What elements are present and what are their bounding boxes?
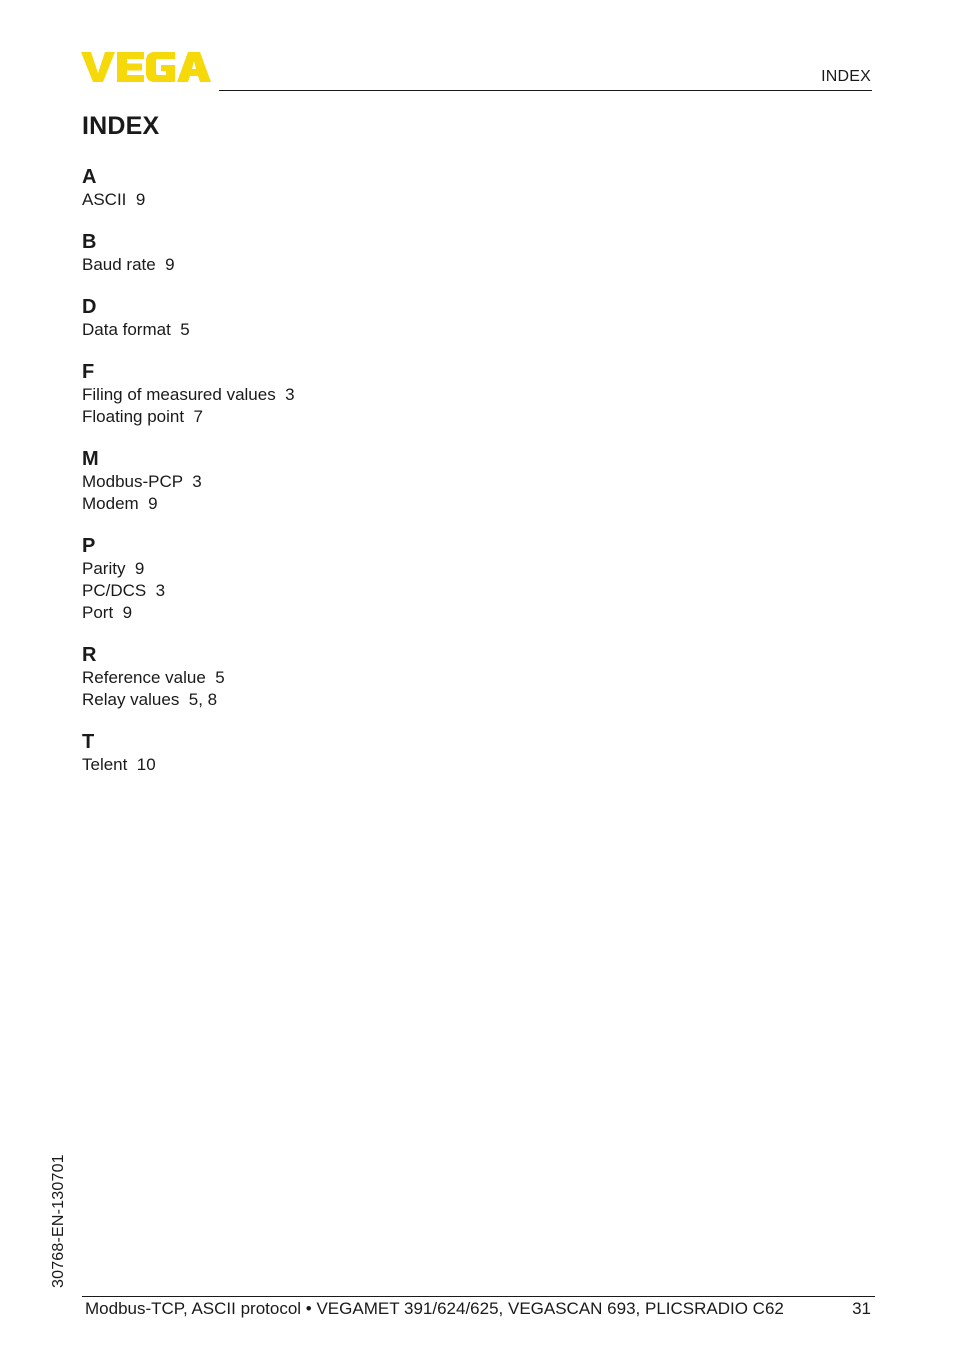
index-entry: PC/DCS 3 <box>82 581 166 600</box>
index-group-a <box>82 166 582 211</box>
footer-text: Modbus-TCP, ASCII protocol • VEGAMET 391/624/625, VEGASCAN 693, PLICSRADIO C62 <box>85 1299 784 1318</box>
index-group-b <box>82 231 582 276</box>
index-letter: A <box>82 166 97 188</box>
index-group-p <box>82 535 582 624</box>
index-entry: Data format 5 <box>82 320 190 339</box>
index-letter: D <box>82 296 97 318</box>
footer-rule <box>82 1296 875 1297</box>
index-group-f <box>82 361 582 428</box>
page-number: 31 <box>852 1299 871 1318</box>
index-entry: Modem 9 <box>82 494 158 513</box>
index-group-t <box>82 731 582 776</box>
index-letter: F <box>82 361 95 383</box>
header-section-label: INDEX <box>821 68 871 85</box>
page-title: INDEX <box>82 112 160 140</box>
index-letter: T <box>82 731 95 753</box>
index-entry: ASCII 9 <box>82 190 146 209</box>
index-letter: P <box>82 535 96 557</box>
vega-logo <box>80 50 212 84</box>
index-letter: R <box>82 644 97 666</box>
index-entry: Floating point 7 <box>82 407 203 426</box>
index-entry: Port 9 <box>82 603 133 622</box>
index-list <box>82 166 582 796</box>
header-rule <box>219 90 872 91</box>
document-code: 30768-EN-130701 <box>50 1154 67 1288</box>
index-entry: Parity 9 <box>82 559 145 578</box>
index-group-d <box>82 296 582 341</box>
index-entry: Modbus-PCP 3 <box>82 472 202 491</box>
index-entry: Relay values 5, 8 <box>82 690 218 709</box>
index-group-m <box>82 448 582 515</box>
index-entry: Reference value 5 <box>82 668 225 687</box>
index-group-r <box>82 644 582 711</box>
index-entry: Baud rate 9 <box>82 255 175 274</box>
index-entry: Telent 10 <box>82 755 156 774</box>
index-letter: M <box>82 448 99 470</box>
index-entry: Filing of measured values 3 <box>82 385 295 404</box>
index-letter: B <box>82 231 97 253</box>
